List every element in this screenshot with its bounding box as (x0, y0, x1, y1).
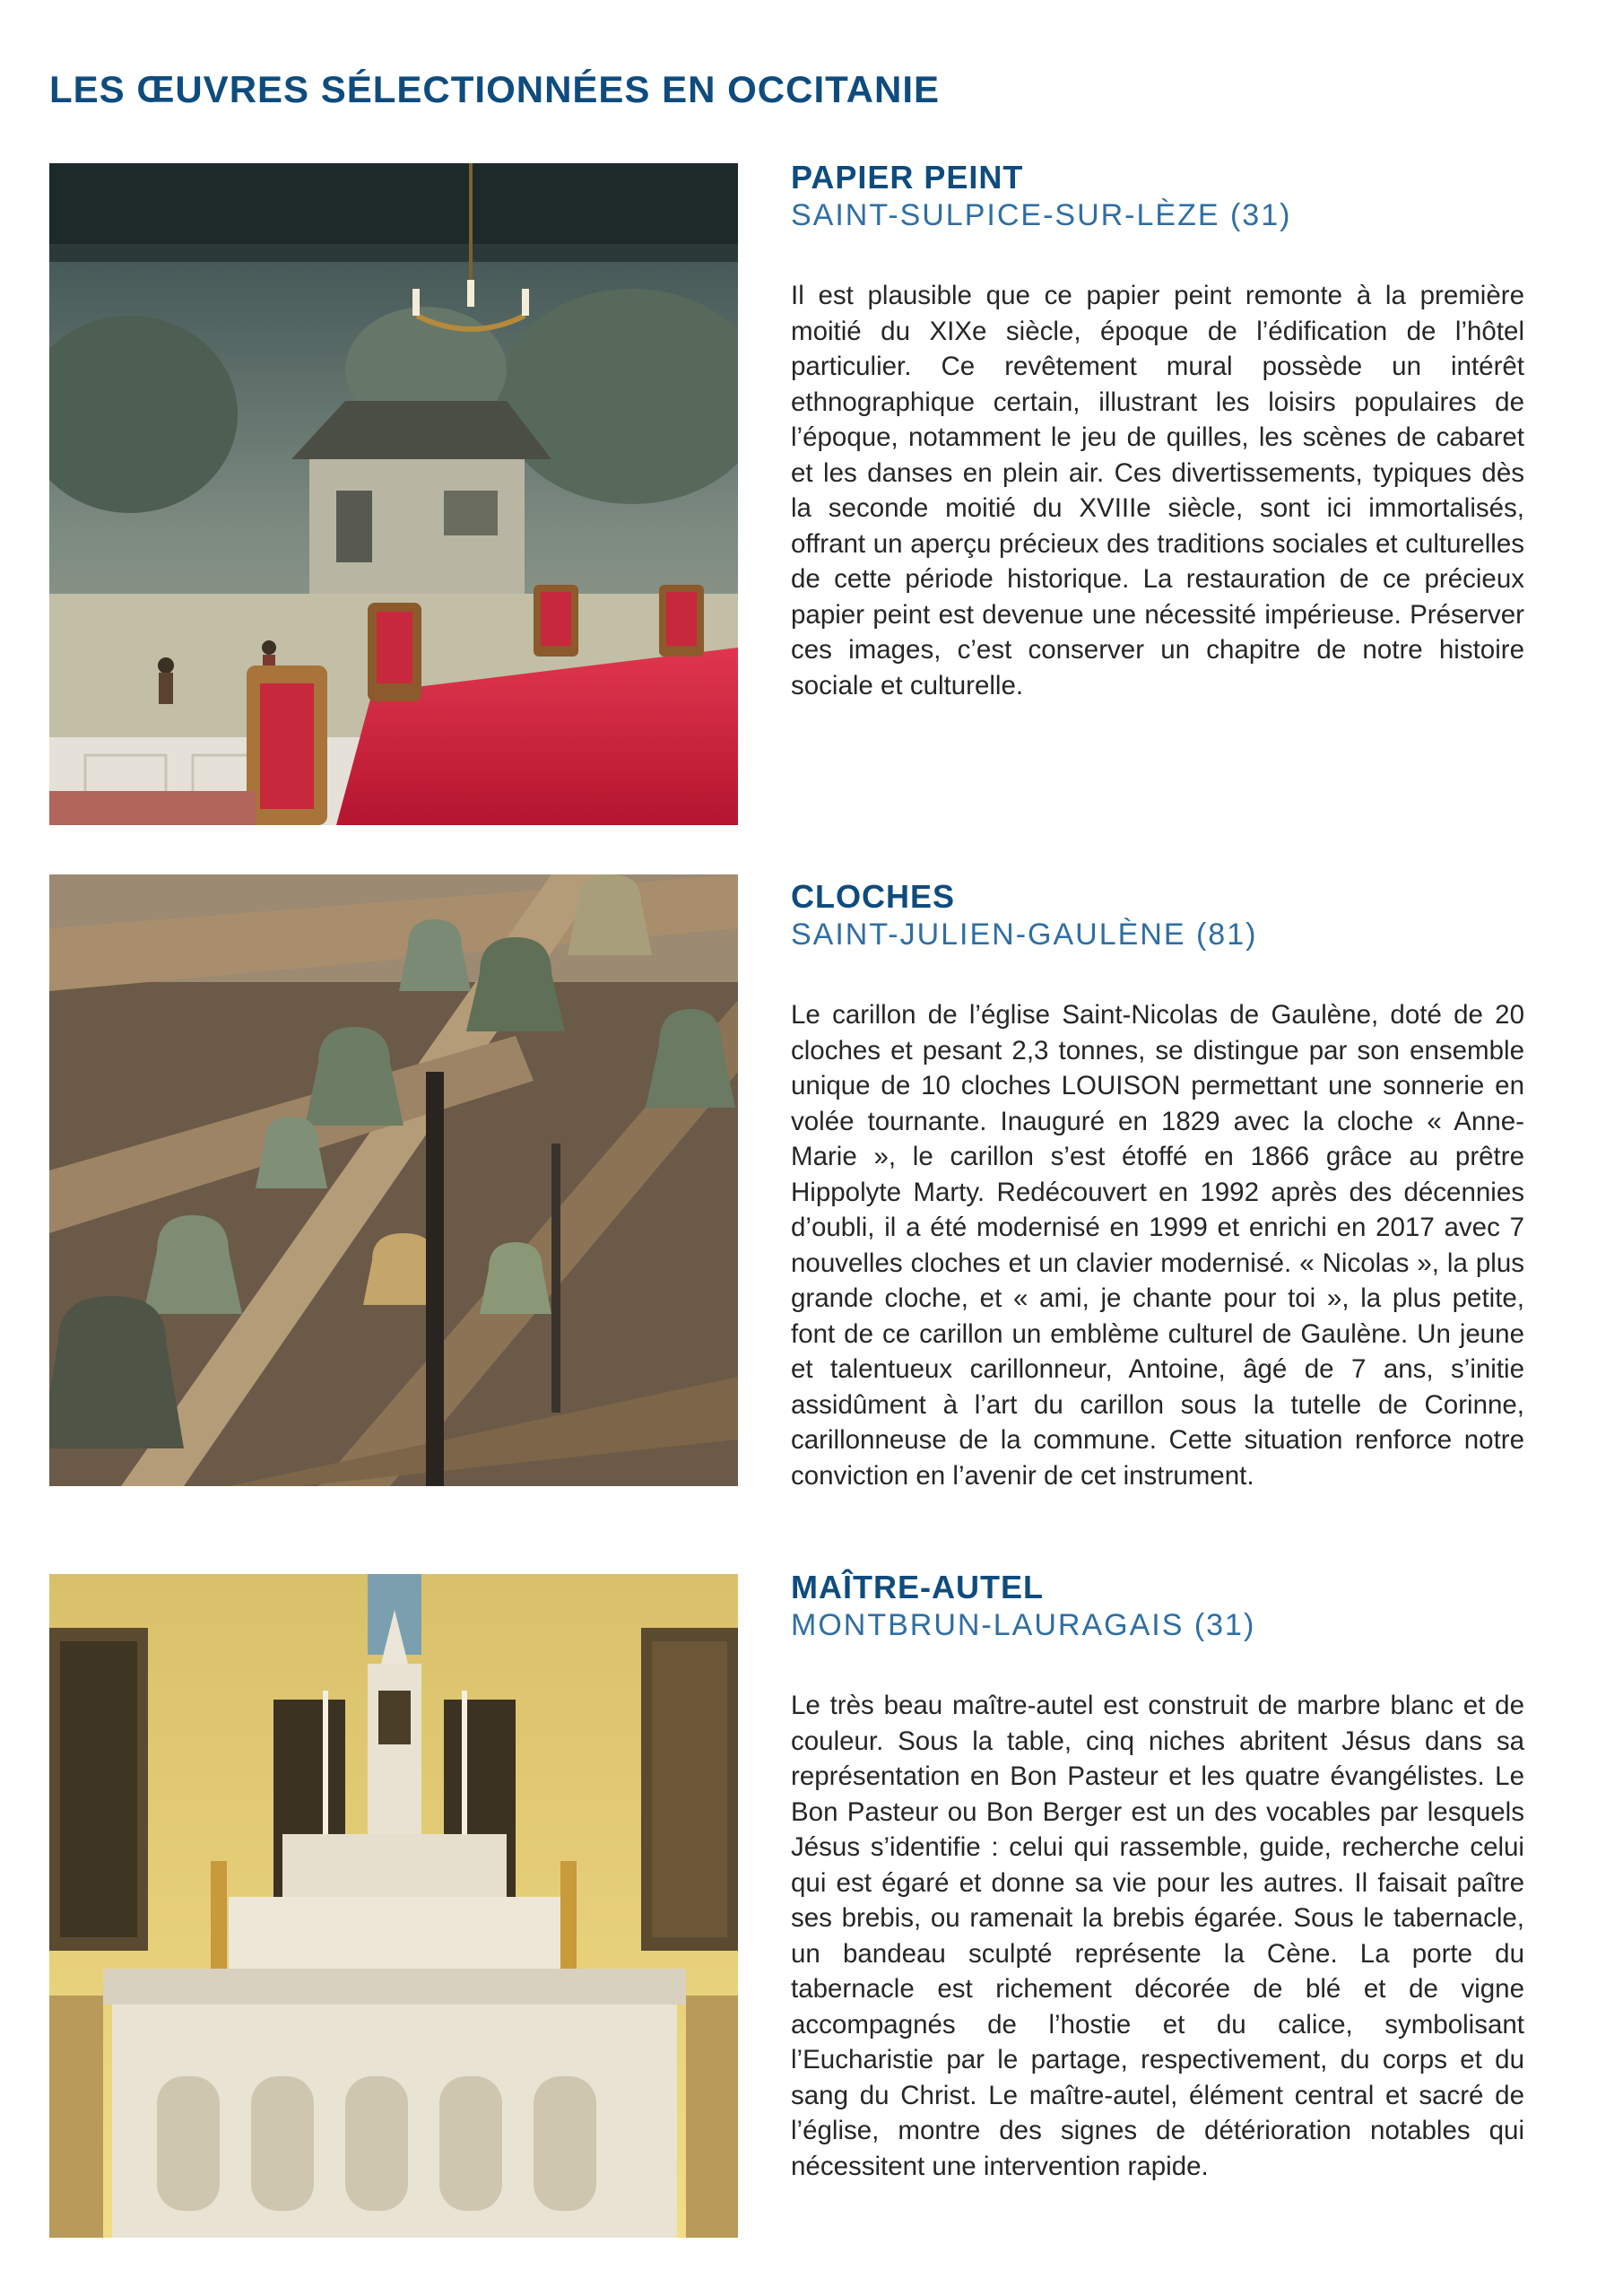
page-title: LES ŒUVRES SÉLECTIONNÉES EN OCCITANIE (49, 68, 941, 110)
section-title: CLOCHES (791, 878, 956, 915)
section-title: MAÎTRE-AUTEL (791, 1569, 1044, 1605)
section-location: SAINT-JULIEN-GAULÈNE (81) (791, 917, 1258, 952)
photo-wallpaper-room (49, 163, 738, 825)
photo-altar (49, 1574, 738, 2238)
bells-illustration (49, 874, 738, 1486)
section-location: MONTBRUN-LAURAGAIS (31) (791, 1607, 1256, 1642)
section-body: Le carillon de l’église Saint-Nicolas de Gaulène, doté de 20 cloches et pesant 2,3 tonnes, se distingue par son ensemble unique de 10 cloches LOUISON permettant une sonnerie en volée tournante. Inauguré en 1829 avec la cloche « Anne-Marie », le carillon s’est étoffé en 1866 grâce au prêtre Hippolyte Marty. Redécouvert en 1992 après des décennies d’oubli, il a été modernisé en 1999 et enrichi en 2017 avec 7 nouvelles cloches et un clavier modernisé. « Nicolas », la plus grande cloche, et « ami, je chante pour toi », la plus petite, font de ce carillon un emblème culturel de Gaulène. Un jeune et talentueux carillonneur, Antoine, âgé de 7 ans, s’initie assidûment à l’art du carillon sous la tutelle de Corinne, carillonneuse de la commune. Cette situation renforce notre conviction en l’avenir de cet instrument. (791, 1000, 1524, 1491)
section-body: Le très beau maître-autel est construit de marbre blanc et de couleur. Sous la table, cinq niches abritent Jésus dans sa représentation en Bon Pasteur et les quatre évangélistes. Le Bon Pasteur ou Bon Berger est un des vocables par lesquels Jésus s’identifie : celui qui rassemble, guide, recherche celui qui est égaré et donne sa vie pour les autres. Il faisait paître ses brebis, ou ramenait la brebis égarée. Sous le tabernacle, un bandeau sculpté représente la Cène. La porte du tabernacle est richement décorée de blé et de vigne accompagnés de l’hostie et du calice, symbolisant l’Eucharistie par le partage, respectivement, du corps et du sang du Christ. Le maître-autel, élément central et sacré de l’église, montre des signes de détérioration notables qui nécessitent une intervention rapide. (791, 1691, 1524, 2181)
photo-bells (49, 874, 738, 1486)
text-cloches (791, 879, 1524, 1493)
section-location: SAINT-SULPICE-SUR-LÈZE (31) (791, 197, 1292, 232)
wallpaper-room-illustration (49, 163, 738, 825)
section-body: Il est plausible que ce papier peint remonte à la première moitié du XIXe siècle, époque de l’édification de l’hôtel particulier. Ce revêtement mural possède un intérêt ethnographique certain, illustrant les loisirs populaires de l’époque, notamment le jeu de quilles, les scènes de cabaret et les danses en plein air. Ces divertissements, typiques dès la seconde moitié du XVIIIe siècle, sont ici immortalisés, offrant un aperçu précieux des traditions sociales et culturelles de cette période historique. La restauration de ce précieux papier peint est devenue une nécessité impérieuse. Préserver ces images, c’est conserver un chapitre de notre histoire sociale et culturelle. (791, 281, 1524, 700)
section-title: PAPIER PEINT (791, 159, 1024, 196)
text-papier-peint (791, 160, 1524, 703)
text-maitre-autel (791, 1570, 1524, 2184)
altar-illustration (49, 1574, 738, 2238)
